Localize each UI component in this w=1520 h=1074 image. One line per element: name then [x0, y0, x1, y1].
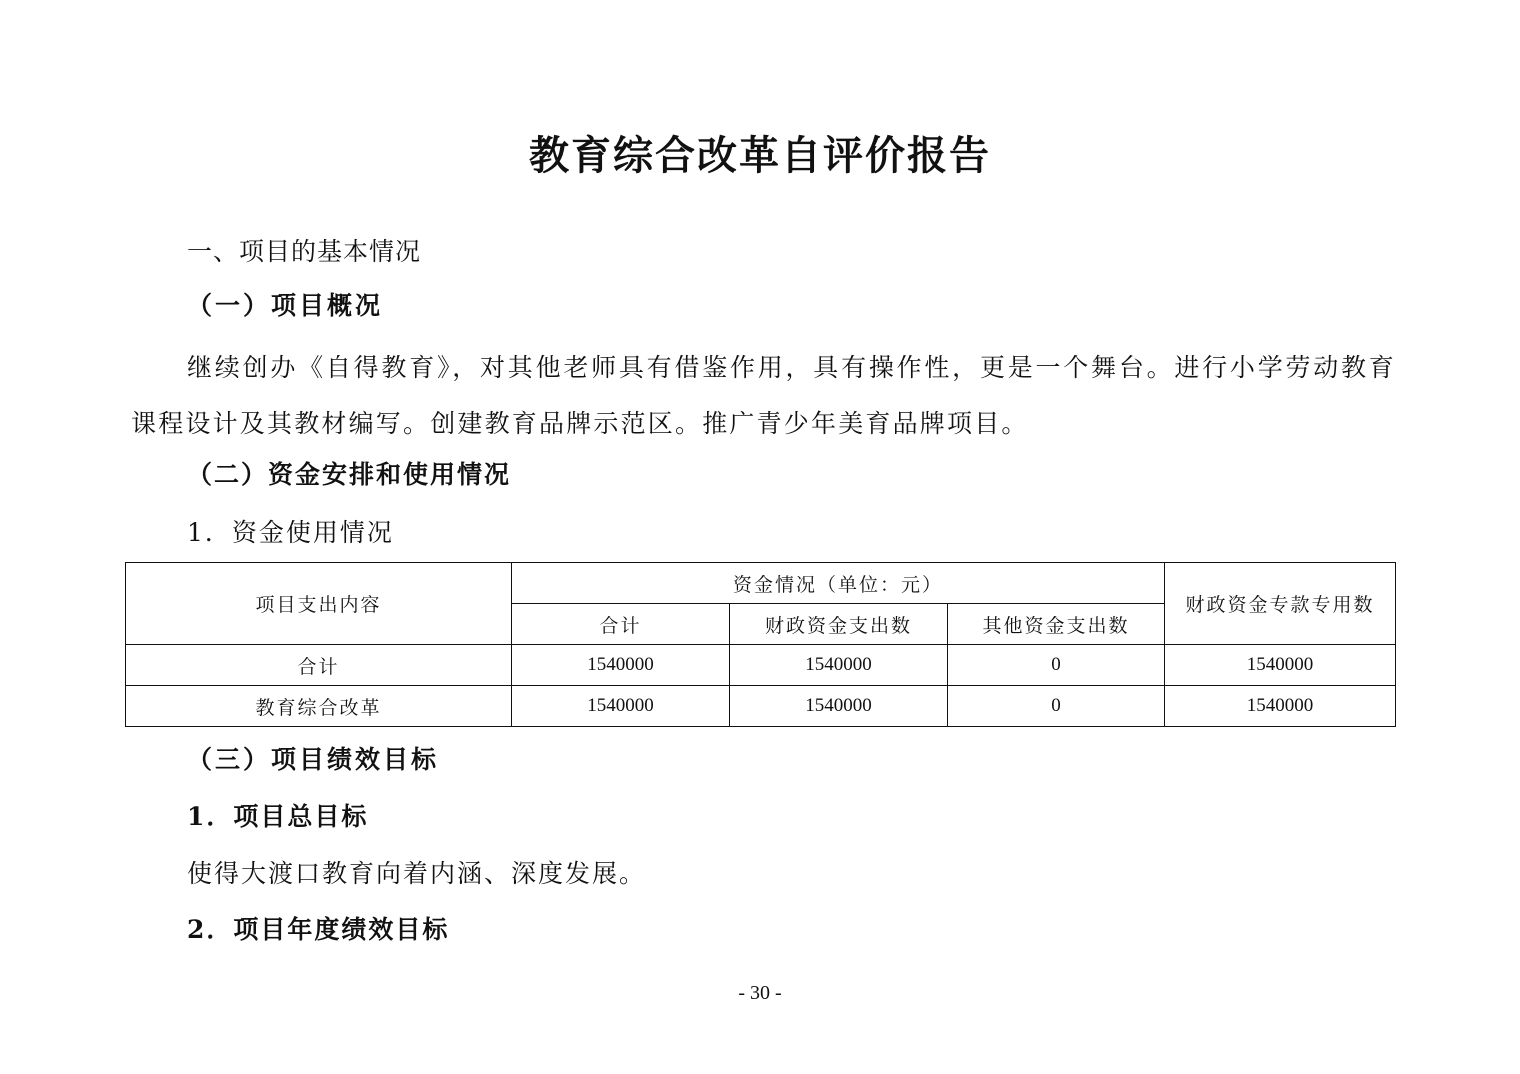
subheader-total: 合计: [512, 604, 730, 645]
header-funds: 资金情况（单位：元）: [512, 563, 1165, 604]
row-total: 1540000: [512, 686, 730, 727]
overall-goal-text: 使得大渡口教育向着内涵、深度发展。: [187, 859, 647, 888]
row-special: 1540000: [1165, 686, 1396, 727]
subsection-heading-overview: （一）项目概况: [187, 291, 384, 320]
header-content: 项目支出内容: [126, 563, 512, 645]
item-heading-annual-goal: 2．项目年度绩效目标: [187, 915, 450, 944]
row-fiscal: 1540000: [730, 645, 948, 686]
item-heading-overall-goal: 1．项目总目标: [187, 802, 369, 831]
subheader-other: 其他资金支出数: [948, 604, 1165, 645]
row-other: 0: [948, 645, 1165, 686]
table-header-row: [126, 563, 1396, 604]
fund-usage-table: [125, 562, 1396, 727]
subsection-heading-performance: （三）项目绩效目标: [187, 745, 440, 774]
page-number: - 30 -: [738, 982, 782, 1004]
row-total: 1540000: [512, 645, 730, 686]
row-fiscal: 1540000: [730, 686, 948, 727]
section-heading-basic-info: 一、项目的基本情况: [187, 237, 422, 266]
subsection-heading-funds: （二）资金安排和使用情况: [187, 460, 512, 489]
row-name: 教育综合改革: [126, 686, 512, 727]
header-special: 财政资金专款专用数: [1165, 563, 1396, 645]
row-special: 1540000: [1165, 645, 1396, 686]
overview-paragraph: 继续创办《自得教育》，对其他老师具有借鉴作用，具有操作性，更是一个舞台。进行小学劳动教育课程设计及其教材编写。创建教育品牌示范区。推广青少年美育品牌项目。: [131, 353, 1396, 438]
page-title: 教育综合改革自评价报告: [529, 132, 991, 179]
item-heading-fund-usage: 1．资金使用情况: [187, 518, 394, 547]
subheader-fiscal: 财政资金支出数: [730, 604, 948, 645]
row-name: 合计: [126, 645, 512, 686]
table-row: [126, 645, 1396, 686]
row-other: 0: [948, 686, 1165, 727]
table-row: [126, 686, 1396, 727]
